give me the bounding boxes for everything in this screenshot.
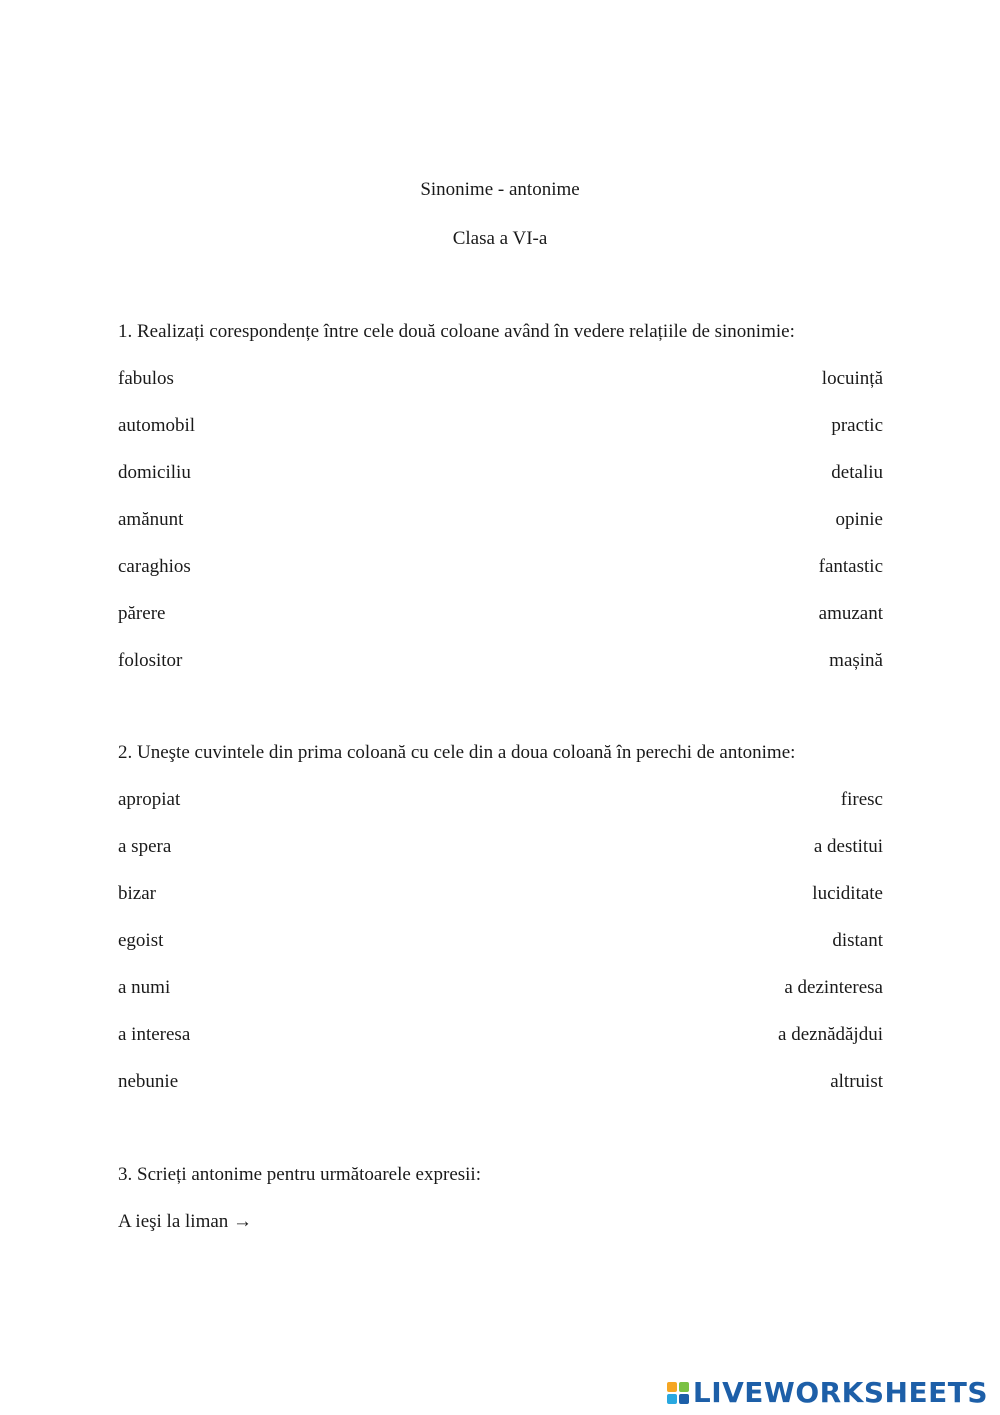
word-pair-row: [118, 1023, 883, 1070]
logo-square-i: [679, 1382, 689, 1392]
left-word[interactable]: nebunie: [118, 1071, 179, 1092]
liveworksheets-logo: [667, 1376, 988, 1409]
exercise-2-prompt: 2. Uneşte cuvintele din prima coloană cu cele din a doua coloană în perechi de antonime:: [118, 742, 796, 763]
left-word[interactable]: folositor: [118, 650, 183, 671]
logo-text: LIVEWORKSHEETS: [692, 1376, 988, 1409]
word-pair-row: [118, 976, 883, 1023]
exercise-2-columns: [118, 788, 883, 1117]
logo-square-l: [667, 1382, 677, 1392]
logo-mark-icon: [667, 1382, 689, 1404]
left-word[interactable]: a interesa: [118, 1024, 191, 1045]
right-word[interactable]: a dezinteresa: [784, 977, 883, 998]
left-word[interactable]: părere: [118, 603, 166, 624]
word-pair-row: [118, 602, 883, 649]
left-word[interactable]: a spera: [118, 836, 172, 857]
right-word[interactable]: firesc: [840, 789, 883, 810]
exercise-3: [118, 1163, 883, 1234]
left-word[interactable]: domiciliu: [118, 462, 191, 483]
right-word[interactable]: opinie: [835, 509, 883, 530]
right-word[interactable]: practic: [831, 415, 883, 436]
word-pair-row: [118, 508, 883, 555]
word-pair-row: [118, 835, 883, 882]
right-word[interactable]: mașină: [829, 650, 883, 671]
left-word[interactable]: apropiat: [118, 789, 181, 810]
left-word[interactable]: amănunt: [118, 509, 184, 530]
right-word[interactable]: distant: [832, 930, 883, 951]
word-pair-row: [118, 367, 883, 414]
word-pair-row: [118, 929, 883, 976]
word-pair-row: [118, 1070, 883, 1117]
right-word[interactable]: a deznădăjdui: [778, 1024, 883, 1045]
right-word[interactable]: locuință: [821, 368, 883, 389]
exercise-3-prompt: 3. Scrieți antonime pentru următoarele expresii:: [118, 1164, 481, 1185]
right-word[interactable]: detaliu: [831, 462, 883, 483]
word-pair-row: [118, 461, 883, 508]
page-subtitle: Clasa a VI-a: [452, 228, 548, 249]
exercise-1-columns: [118, 367, 883, 696]
left-word[interactable]: fabulos: [118, 368, 174, 389]
right-word[interactable]: luciditate: [812, 883, 883, 904]
word-pair-row: [118, 788, 883, 835]
exercise-1: [118, 320, 883, 696]
word-pair-row: [118, 414, 883, 461]
left-word[interactable]: a numi: [118, 977, 171, 998]
left-word[interactable]: bizar: [118, 883, 156, 904]
exercise-1-prompt: 1. Realizați corespondențe între cele două coloane având în vedere relațiile de sinonimie:: [118, 321, 795, 342]
word-pair-row: [118, 555, 883, 602]
left-word[interactable]: automobil: [118, 415, 196, 436]
right-word[interactable]: a destitui: [813, 836, 883, 857]
logo-square-v: [667, 1394, 677, 1404]
left-word[interactable]: egoist: [118, 930, 164, 951]
page-title: Sinonime - antonime: [420, 179, 580, 200]
expression-item: A ieşi la liman →: [118, 1211, 253, 1232]
right-word[interactable]: altruist: [830, 1071, 883, 1092]
right-word[interactable]: fantastic: [818, 556, 883, 577]
exercise-2: [118, 741, 883, 1117]
right-word[interactable]: amuzant: [818, 603, 883, 624]
word-pair-row: [118, 649, 883, 696]
word-pair-row: [118, 882, 883, 929]
logo-square-e: [679, 1394, 689, 1404]
left-word[interactable]: caraghios: [118, 556, 191, 577]
